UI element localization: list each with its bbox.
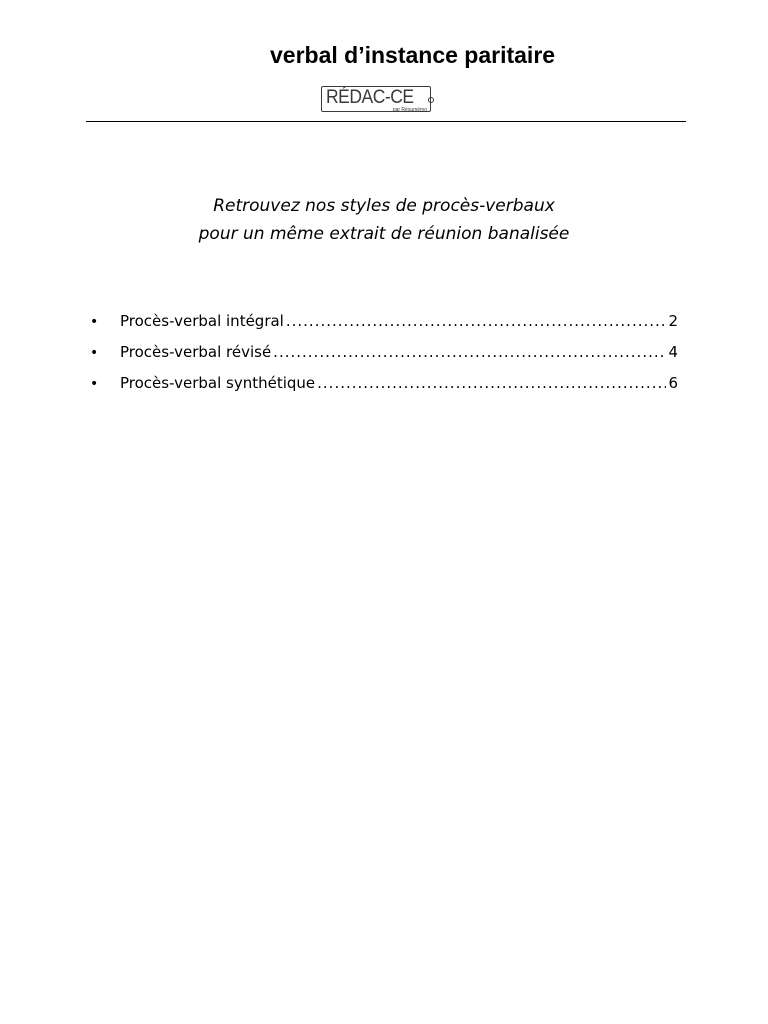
logo-subtext: par Résumémo <box>392 107 427 113</box>
toc-dot-leader <box>273 343 666 361</box>
logo-text: RÉDAC-CE <box>326 87 414 108</box>
toc-item-revise[interactable] <box>86 343 678 374</box>
document-title: verbal d’instance paritaire <box>270 42 556 68</box>
intro-line-2: pour un même extrait de réunion banalisée <box>198 224 570 244</box>
bullet-icon: • <box>90 376 99 392</box>
toc-item-synthetique[interactable] <box>86 374 678 405</box>
toc-dot-leader <box>317 374 666 392</box>
bullet-icon: • <box>90 314 99 330</box>
toc-item-label: Procès-verbal révisé <box>120 343 272 361</box>
toc-item-integral[interactable] <box>86 312 678 343</box>
registered-mark-icon <box>428 97 434 103</box>
header-divider <box>86 121 686 122</box>
toc-page-number: 2 <box>668 312 678 330</box>
intro-line-1: Retrouvez nos styles de procès-verbaux <box>213 196 555 216</box>
table-of-contents <box>86 312 678 405</box>
toc-item-label: Procès-verbal synthétique <box>120 374 316 392</box>
redac-ce-logo <box>321 86 433 114</box>
bullet-icon: • <box>90 345 99 361</box>
intro-text <box>0 192 768 248</box>
page-header <box>0 0 768 124</box>
toc-item-label: Procès-verbal intégral <box>120 312 284 330</box>
toc-dot-leader <box>286 312 667 330</box>
toc-page-number: 4 <box>668 343 678 361</box>
toc-page-number: 6 <box>668 374 678 392</box>
